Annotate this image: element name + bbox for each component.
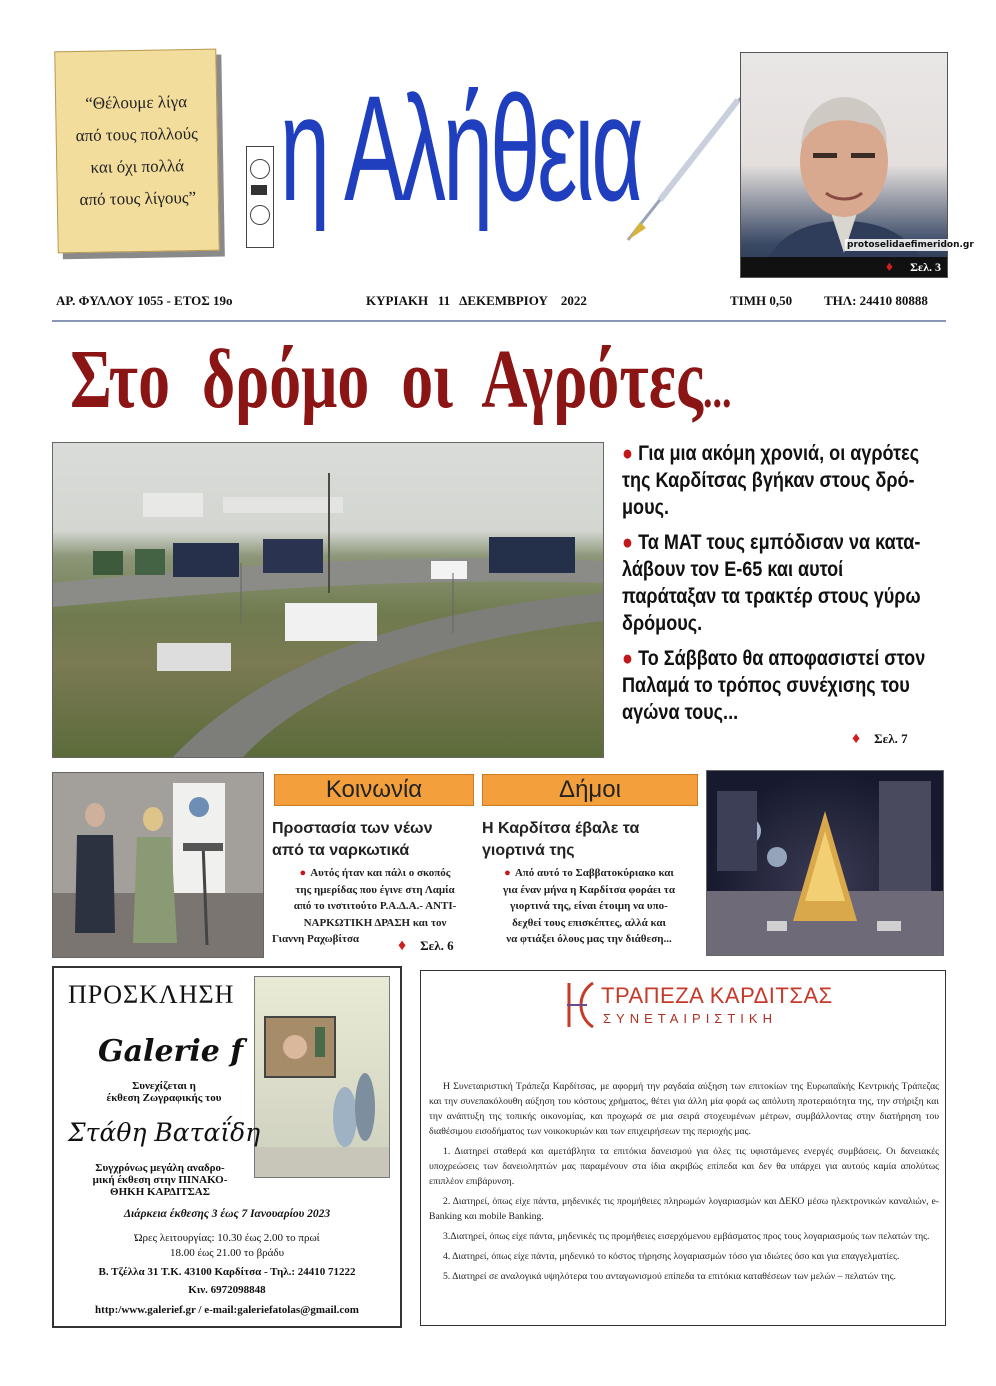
page-reference[interactable]: Σελ. 3 xyxy=(910,260,941,274)
diamond-icon: ♦ xyxy=(398,937,407,954)
bullet-icon: ● xyxy=(504,867,511,879)
gallery-web-link[interactable]: http:/www.galerief.gr / e-mail:galeriefatolas@gmail.com xyxy=(95,1304,359,1316)
society-headline[interactable]: Προστασία των νέων από τα ναρκωτικά xyxy=(272,820,433,859)
newspaper-masthead[interactable]: η Αλήθεια xyxy=(280,64,641,232)
christmas-lights-photo[interactable] xyxy=(706,770,944,956)
exhibition-duration: Διάρκεια έκθεσης 3 έως 7 Ιανουαρίου 2023 xyxy=(123,1208,331,1220)
municipalities-headline[interactable]: Η Καρδίτσα έβαλε τα γιορτινά της xyxy=(482,820,640,859)
bank-paragraph: 1. Διατηρεί σταθερά και αμετάβλητα τα επιτόκια δανεισμού για όλες τις υφιστάμενες ενεργές συμβάσεις. Οι δανειακές υποχρεώσεις των δανειοληπτών μας παραμένουν στα ίδια ακριβώς επίπεδα και δεν θα υπάρχει για αυτούς καμία απολύτως επιπλέον επιβάρυνση. xyxy=(429,1146,939,1187)
lead-bullet: ● Για μια ακόμη χρονιά, οι αγρότες της Καρδίτσας βγήκαν στους δρό-μους. xyxy=(622,442,920,519)
header-divider xyxy=(52,320,946,322)
bank-logo-icon xyxy=(563,979,599,1031)
diamond-icon: ♦ xyxy=(885,258,893,274)
opening-hours: Ώρες λειτουργίας: 10.30 έως 2.00 το πρωί xyxy=(134,1232,320,1244)
tab-municipalities[interactable]: Δήμοι xyxy=(482,774,698,806)
bullet-icon: ● xyxy=(622,442,633,465)
bank-subtitle: ΣΥΝΕΤΑΙΡΙΣΤΙΚΗ xyxy=(603,1011,777,1026)
retrospective-text: Συγχρόνως μεγάλη αναδρο- μική έκθεση στην ΠΙΝΑΚΟ- ΘΗΚΗ ΚΑΡΔΙΤΣΑΣ xyxy=(92,1162,228,1198)
bullet-icon: ● xyxy=(622,647,633,670)
bullet-icon: ● xyxy=(299,867,307,879)
lead-bullets xyxy=(622,440,934,734)
lead-headline-text: Στο δρόμο οι Αγρότες xyxy=(70,333,703,426)
lead-bullet: ● Το Σάββατο θα αποφασιστεί στον Παλαμά το τρόπος συνέχισης του αγώνα τους... xyxy=(622,647,926,724)
bank-paragraph: 5. Διατηρεί σε αναλογικά υψηλότερα του ανταγωνισμού επίπεδα τα επιτόκια καταθέσεων των μελών – πελατών της. xyxy=(443,1271,896,1282)
galerie-invitation-ad[interactable] xyxy=(52,966,402,1328)
conference-photo[interactable] xyxy=(52,772,264,958)
painting-image xyxy=(254,976,390,1178)
publisher-emblem-icon xyxy=(246,146,274,248)
bank-paragraph: 2. Διατηρεί, όπως είχε πάντα, μηδενικές τις προμήθειες πληρωμών λογαριασμών και ΔΕΚΟ μέσω ηλεκτρονικών καναλιών, e-Banking και mobile Banking. xyxy=(429,1196,939,1222)
road-scene-image xyxy=(53,443,603,757)
society-summary: ● Αυτός ήταν και πάλι ο σκοπός της ημερίδας που έγινε στη Λαμία από το ινστιτούτο Ρ.Α.Δ.Α.- ΑΝΤΙ- ΝΑΡΚΩΤΙΚΗ ΔΡΑΣΗ και τον Γιαννη Ραχωβίτσα xyxy=(272,867,457,945)
artist-name: Στάθη Βαταΐδη xyxy=(68,1118,261,1147)
opening-hours: 18.00 έως 21.00 το βράδυ xyxy=(169,1247,285,1259)
lead-bullet: ● Τα ΜΑΤ τους εμπόδισαν να κατα-λάβουν τον Ε-65 και αυτοί παράταξαν τα τρακτέρ στους γύρω δρόμους. xyxy=(622,531,921,635)
motto-line: από τους πολλούς xyxy=(75,123,198,146)
issue-date: ΚΥΡΙΑΚΗ 11 ΔΕΚΕΜΒΡΙΟΥ 2022 xyxy=(366,293,587,308)
motto-line: από τους λίγους” xyxy=(79,187,197,210)
gallery-address: Β. Τζέλλα 31 Τ.Κ. 43100 Καρδίτσα - Τηλ.: 24410 71222 xyxy=(98,1266,356,1278)
exhibition-intro: Συνεχίζεται η έκθεση Ζωγραφικής του xyxy=(106,1080,222,1104)
galerie-logo: Galerie f xyxy=(98,1034,244,1069)
bullet-icon: ● xyxy=(622,531,633,554)
portrait-watermark: protoselidaefimeridon.gr xyxy=(847,240,974,250)
bank-paragraph: Η Συνεταιριστική Τράπεζα Καρδίτσας, με αφορμή την ραγδαία αύξηση των επιτοκίων της Ευρωπαϊκής Κεντρικής Τράπεζας και την συνεπακόλουθη αύξηση του κόστους χρήματος, θέτει για άλλη μία φορά ως απόλυτη προτεραιότητα της, την στήριξη και την ανάπτυξη της τοπικής οικονομίας, και προχωρά σε μια σειρά στοχευμένων μέτρων, συμβάλλοντας στην διατήρηση του διαθέσιμου εισοδήματος των νοικοκυριών και των επιχειρήσεων της περιοχής μας. xyxy=(429,1081,939,1137)
society-page-reference[interactable]: ♦ Σελ. 6 xyxy=(398,937,454,954)
motto-box xyxy=(54,49,220,254)
lead-headline[interactable] xyxy=(70,330,739,430)
bank-announcement-text xyxy=(429,1079,939,1289)
bank-paragraph: 4. Διατηρεί, όπως είχε πάντα, μηδενικό το κόστος τήρησης λογαριασμών τόσο για ιδιώτες όσο και για επαγγελματίες. xyxy=(443,1251,900,1262)
columnist-portrait[interactable] xyxy=(740,52,974,278)
quill-pen-icon xyxy=(620,90,750,250)
christmas-tree-image xyxy=(707,771,943,955)
lead-page-reference[interactable]: ♦ Σελ. 7 xyxy=(852,730,908,747)
gallery-mobile: Κιν. 6972098848 xyxy=(188,1284,266,1296)
municipalities-summary: ● Από αυτό το Σαββατοκύριακο και για έναν μήνα η Καρδίτσα φοράει τα γιορτινά της, είναι έτοιμη να υπο- δεχθεί τους επισκέπτες, αλλά και να φτιάξει όλους μας την διάθεση... xyxy=(502,867,676,945)
bank-announcement-ad[interactable] xyxy=(420,970,946,1326)
farmers-protest-photo[interactable] xyxy=(52,442,604,758)
motto-line: “Θέλουμε λίγα xyxy=(85,92,188,113)
issue-price: ΤΙΜΗ 0,50 xyxy=(730,293,793,308)
speakers-image xyxy=(53,773,263,957)
bank-name: ΤΡΑΠΕΖΑ ΚΑΡΔΙΤΣΑΣ xyxy=(601,983,833,1008)
diamond-icon: ♦ xyxy=(852,730,861,747)
lead-headline-ellipsis: ... xyxy=(702,362,732,418)
contact-phone: ΤΗΛ: 24410 80888 xyxy=(824,293,928,308)
motto-line: και όχι πολλά xyxy=(90,156,185,177)
invitation-title: ΠΡΟΣΚΛΗΣΗ xyxy=(68,980,235,1009)
tab-society[interactable]: Κοινωνία xyxy=(274,774,474,806)
bank-paragraph: 3.Διατηρεί, όπως είχε πάντα, μηδενικές τις προμήθειες εισερχόμενου εμβάσματος προς τους λογαριασμούς των πελατών της. xyxy=(443,1231,930,1242)
issue-number: ΑΡ. ΦΥΛΛΟΥ 1055 - ΕΤΟΣ 19ο xyxy=(56,293,233,308)
